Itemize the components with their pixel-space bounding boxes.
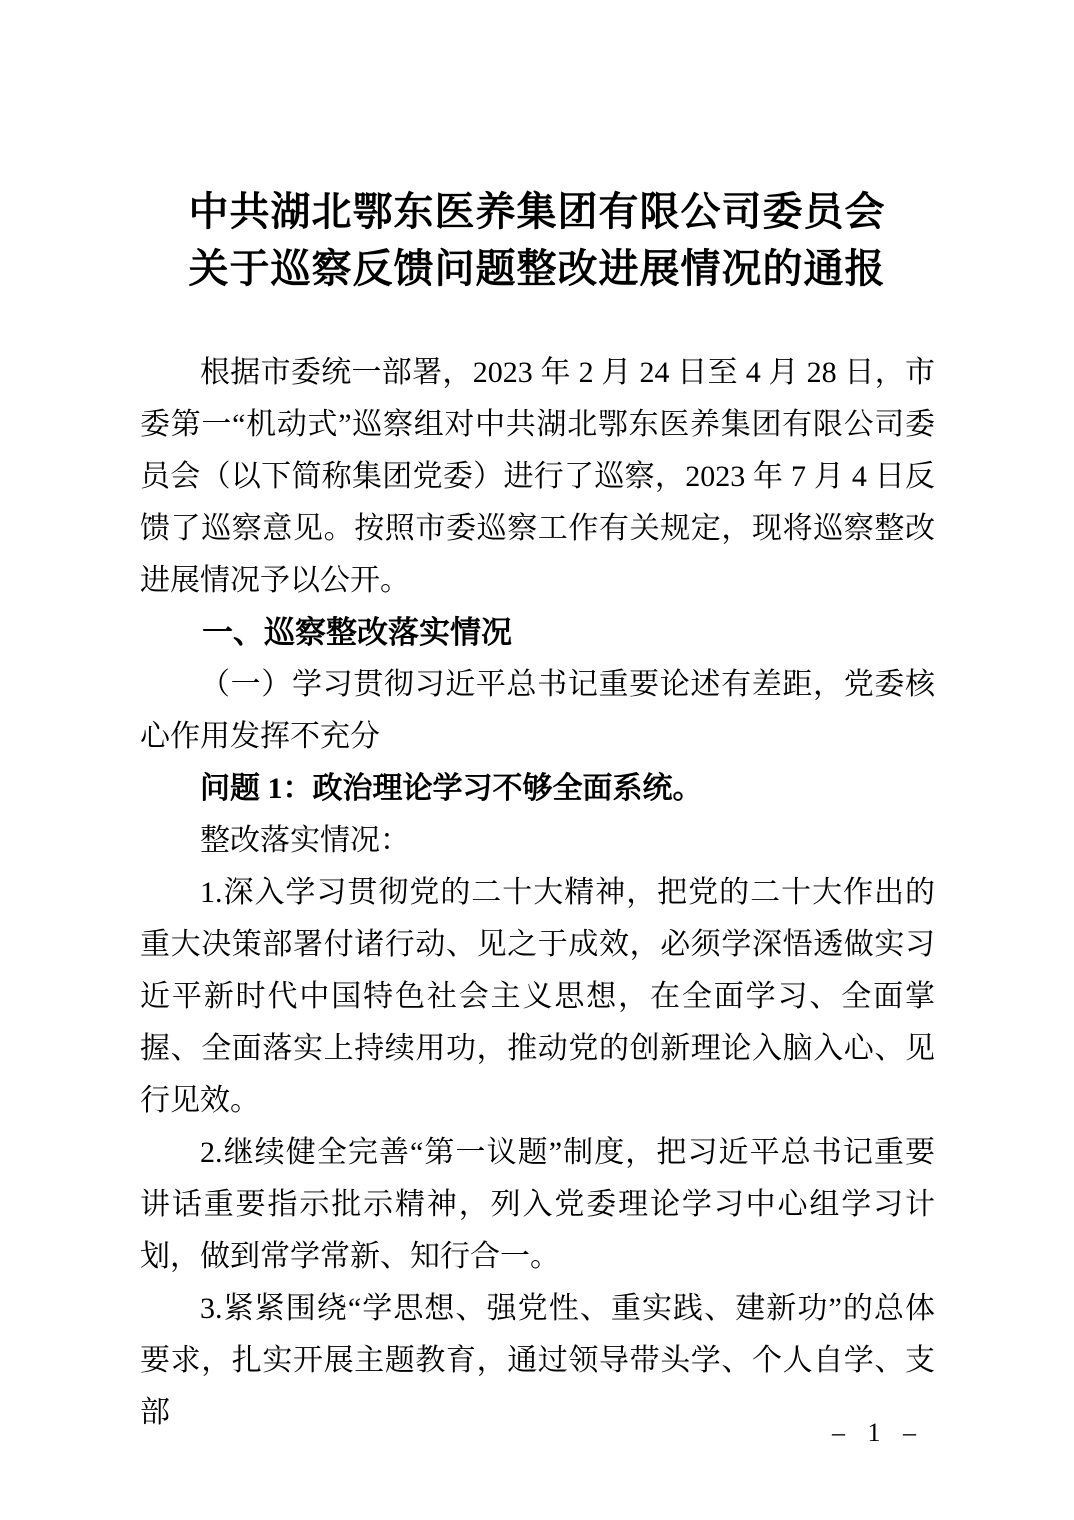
rectification-item-1: 1.深入学习贯彻党的二十大精神，把党的二十大作出的重大决策部署付诸行动、见之于成效，必须学深悟透做实习近平新时代中国特色社会主义思想，在全面学习、全面掌握、全面落实上持续用功，推动党的创新理论入脑入心、见行见效。	[140, 876, 935, 1117]
paragraph-intro: 根据市委统一部署，2023 年 2 月 24 日至 4 月 28 日，市委第一“机动式”巡察组对中共湖北鄂东医养集团有限公司委员会（以下简称集团党委）进行了巡察，2023 年 7 月 4 日反馈了巡察意见。按照市委巡察工作有关规定，现将巡察整改进展情况予以公开。	[140, 356, 935, 597]
title-line-2: 关于巡察反馈问题整改进展情况的通报	[188, 246, 886, 291]
page-number: – 1 –	[832, 1418, 924, 1447]
title-line-1: 中共湖北鄂东医养集团有限公司委员会	[188, 189, 886, 234]
document-body	[140, 347, 935, 1439]
section-heading-1: 一、巡察整改落实情况	[202, 615, 512, 650]
document-title	[0, 0, 1074, 297]
subsection-heading-1: （一）学习贯彻习近平总书记重要论述有差距，党委核心作用发挥不充分	[140, 668, 935, 753]
rectification-item-2: 2.继续健全完善“第一议题”制度，把习近平总书记重要讲话重要指示批示精神，列入党委理论学习中心组学习计划，做到常学常新、知行合一。	[140, 1136, 935, 1273]
rectification-item-3: 3.紧紧围绕“学思想、强党性、重实践、建新功”的总体要求，扎实开展主题教育，通过领导带头学、个人自学、支部	[140, 1292, 935, 1429]
problem-1-heading: 问题 1：政治理论学习不够全面系统。	[200, 772, 703, 805]
rectification-status-label: 整改落实情况：	[200, 824, 410, 857]
